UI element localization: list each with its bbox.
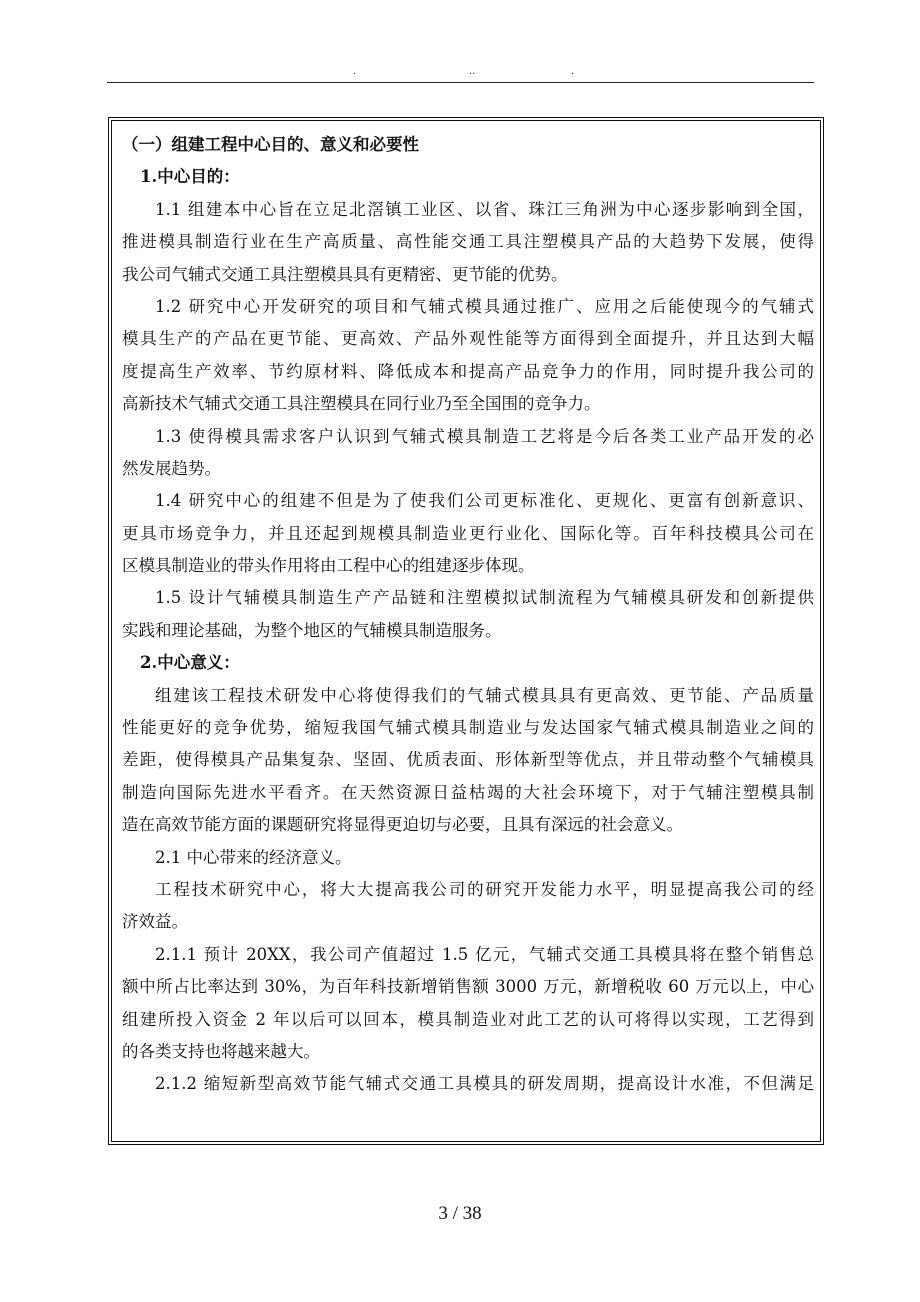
paragraph-line: 差距，使得模具产品集复杂、坚固、优质表面、形体新型等优点，并且带动整个气辅模具 — [122, 750, 814, 770]
paragraph-line: 的各类支持也将越来越大。 — [122, 1041, 320, 1061]
paragraph-line: 额中所占比率达到 30%，为百年科技新增销售额 3000 万元，新增税收 60 万元以上，中心 — [122, 977, 814, 997]
paragraph-line: 工程技术研究中心，将大大提高我公司的研究开发能力水平，明显提高我公司的经 — [155, 879, 814, 899]
paragraph-line: 实践和理论基础，为整个地区的气辅模具制造服务。 — [122, 620, 502, 640]
header-mark-3: . — [571, 66, 575, 77]
heading-purpose: 1.中心目的： — [140, 167, 240, 187]
paragraph-line: 推进模具制造行业在生产高质量、高性能交通工具注塑模具产品的大趋势下发展，使得 — [122, 232, 814, 252]
paragraph-line: 1.5 设计气辅模具制造生产产品链和注塑模拟试制流程为气辅模具研发和创新提供 — [155, 588, 814, 608]
paragraph-line: 高新技术气辅式交通工具注塑模具在同行业乃至全国围的竞争力。 — [122, 394, 601, 414]
paragraph-line: 制造向国际先进水平看齐。在天然资源日益枯竭的大社会环境下，对于气辅注塑模具制 — [122, 782, 814, 802]
header-mark-1: . — [353, 66, 357, 77]
paragraph-line: 性能更好的竞争优势，缩短我国气辅式模具制造业与发达国家气辅式模具制造业之间的 — [122, 718, 814, 738]
paragraph-line: 1.1 组建本中心旨在立足北滘镇工业区、以省、珠江三角洲为中心逐步影响到全国， — [155, 199, 814, 219]
paragraph-line: 2.1.2 缩短新型高效节能气辅式交通工具模具的研发周期，提高设计水准，不但满足 — [155, 1074, 814, 1094]
header-rule — [107, 82, 814, 83]
paragraph-line: 济效益。 — [122, 912, 188, 932]
paragraph-line: 组建所投入资金 2 年以后可以回本，模具制造业对此工艺的认可将得以实现，工艺得到 — [122, 1009, 814, 1029]
subheading-economic: 2.1 中心带来的经济意义。 — [155, 847, 352, 867]
header-marks — [107, 66, 814, 80]
page-number: 3 / 38 — [438, 1203, 482, 1224]
section-title: （一）组建工程中心目的、意义和必要性 — [122, 135, 419, 154]
heading-significance: 2.中心意义： — [140, 653, 240, 673]
paragraph-line: 组建该工程技术研发中心将使得我们的气辅式模具具有更高效、更节能、产品质量 — [155, 685, 814, 705]
paragraph-line: 1.2 研究中心开发研究的项目和气辅式模具通过推广、应用之后能使现今的气辅式 — [155, 296, 814, 316]
header-mark-2: .. — [469, 66, 476, 77]
paragraph-line: 1.4 研究中心的组建不但是为了使我们公司更标准化、更规化、更富有创新意识、 — [155, 491, 814, 511]
paragraph-line: 造在高效节能方面的课题研究将显得更迫切与必要，且具有深远的社会意义。 — [122, 815, 683, 835]
paragraph-line: 区模具制造业的带头作用将由工程中心的组建逐步体现。 — [122, 556, 535, 576]
content-frame — [108, 117, 824, 1145]
paragraph-line: 1.3 使得模具需求客户认识到气辅式模具制造工艺将是今后各类工业产品开发的必 — [155, 426, 814, 446]
paragraph-line: 然发展趋势。 — [122, 458, 221, 478]
paragraph-line: 2.1.1 预计 20XX，我公司产值超过 1.5 亿元，气辅式交通工具模具将在整个销售总 — [155, 944, 814, 964]
paragraph-line: 度提高生产效率、节约原材料、降低成本和提高产品竞争力的作用，同时提升我公司的 — [122, 361, 814, 381]
paragraph-line: 我公司气辅式交通工具注塑模具具有更精密、更节能的优势。 — [122, 264, 568, 284]
paragraph-line: 模具生产的产品在更节能、更高效、产品外观性能等方面得到全面提升，并且达到大幅 — [122, 329, 814, 349]
paragraph-line: 更具市场竞争力，并且还起到规模具制造业更行业化、国际化等。百年科技模具公司在 — [122, 523, 814, 543]
content-frame-inner — [111, 120, 821, 1142]
